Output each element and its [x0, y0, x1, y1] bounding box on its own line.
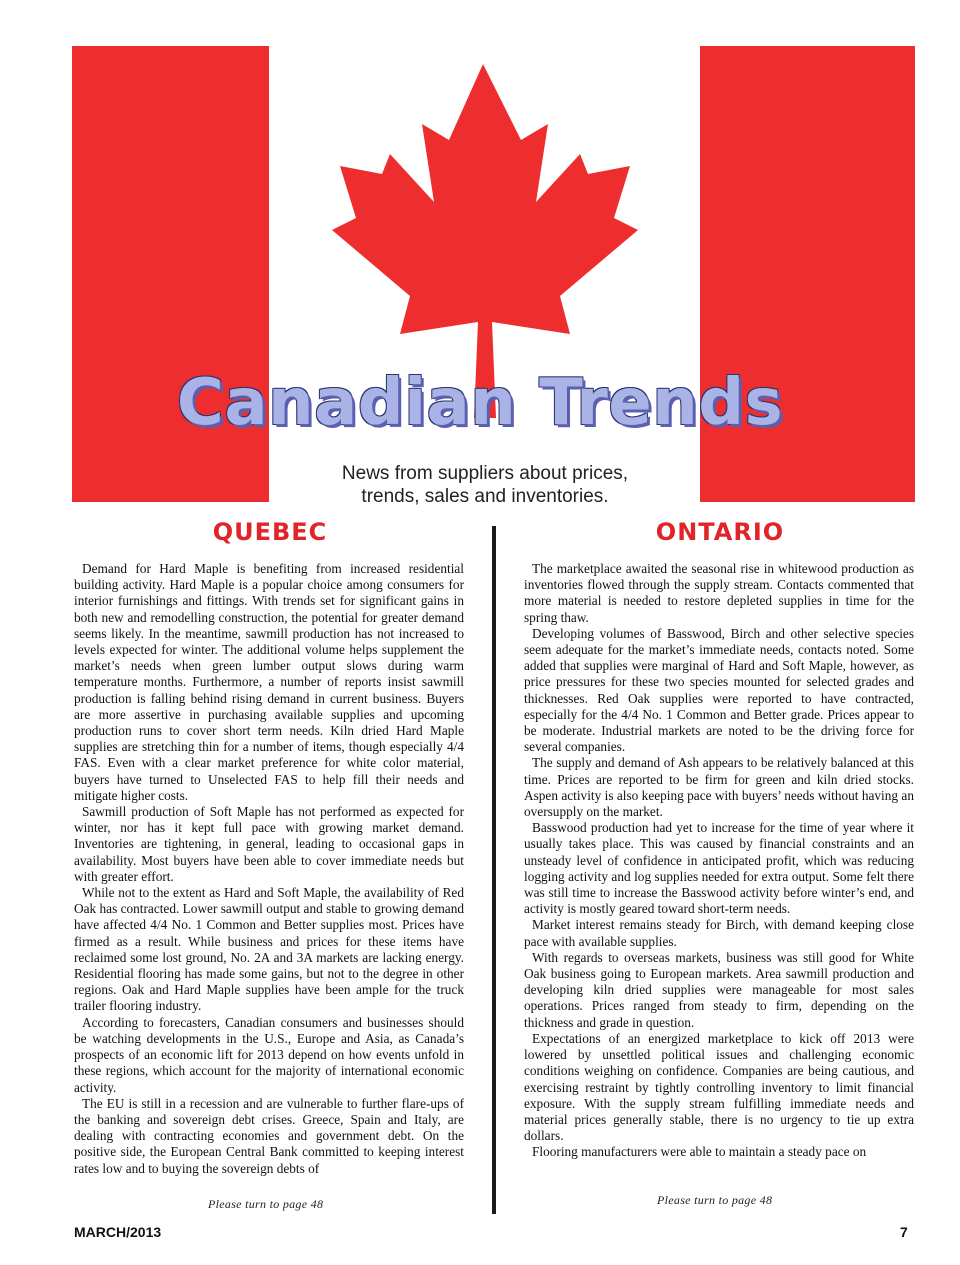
ontario-paragraph: Market interest remains steady for Birch, with demand keeping close pace with available supplies. — [524, 917, 914, 949]
issue-date: MARCH/2013 — [74, 1224, 162, 1240]
ontario-paragraph: Basswood production had yet to increase for the time of year where it usually takes place. This was caused by financial constraints and an unsteady level of confidence in anticipated profit, which was reducing logging activity and log supplies needed for extra output. Some felt there was still time to increase the Basswood activity before winter’s end, and activity is mostly geared toward short-term needs. — [524, 820, 914, 917]
page-subtitle — [290, 462, 680, 508]
ontario-paragraph: Flooring manufacturers were able to maintain a steady pace on — [532, 1144, 867, 1160]
quebec-paragraph: Sawmill production of Soft Maple has not performed as expected for winter, nor has it kept full pace with growing market demand. Inventories are tightening, in general, leading to occasional gaps in availability. Most buyers have been able to cover immediate needs but with greater effort. — [74, 804, 464, 884]
quebec-paragraph: Demand for Hard Maple is benefiting from increased residential building activity. Hard Maple is a popular choice among consumers for interior furnishings and fittings. With trends set for significant gains in both new and remodelling construction, the potential for greater demand seems likely. In the meantime, sawmill production has not increased to levels expected for winter. The additional volume helps supplement the market’s needs when green lumber output slows during warm temperature months. Furthermore, a number of reports insist sawmill production is falling behind rising demand in current business. Buyers are more assertive in purchasing available supplies and upcoming production runs to cover short term needs. Kiln dried Hard Maple supplies are stretching thin for a number of items, though especially 4/4 FAS. Even with a clear market preference for white color material, buyers have turned to Unselected FAS to help fill their needs and mitigate higher costs. — [74, 561, 464, 803]
quebec-paragraph: The EU is still in a recession and are vulnerable to further flare-ups of the banking and sovereign debt crises. Greece, Spain and Italy, are dealing with contracting economies and government debt. On the positive side, the European Central Bank committed to keeping interest rates low and to buying the sovereign debts of — [74, 1095, 464, 1176]
ontario-paragraph: The marketplace awaited the seasonal rise in whitewood production as inventories flowed through the supply stream. Contacts commented that more material is needed to restore depleted supplies in time for the spring thaw. — [524, 561, 914, 625]
ontario-paragraph: With regards to overseas markets, business was still good for White Oak business going to European markets. Area sawmill production and developing kiln dried supplies were manageable for most sales operations. Prices ranged from steady to firm, depending on the thickness and grade in question. — [524, 949, 914, 1030]
ontario-paragraph: Expectations of an energized marketplace to kick off 2013 were lowered by unsettled political issues and challenging economic conditions weighing on confidence. Companies are being cautious, and exercising restraint by tightly controlling inventory to limit financial exposure. With the supply stream fulfilling immediate needs and material prices generally stable, there is no urgency to tie up extra dollars. — [524, 1030, 914, 1144]
quebec-continued-note: Please turn to page 48 — [208, 1197, 324, 1211]
quebec-paragraph: According to forecasters, Canadian consumers and businesses should be watching developments in the U.S., Europe and Asia, as Canada’s prospects of an economic lift for 2013 depend on how events unfold in these regions, which account for the majority of international economic activity. — [74, 1014, 464, 1095]
subtitle-line-1: News from suppliers about prices, — [341, 463, 629, 484]
ontario-paragraph: The supply and demand of Ash appears to be relatively balanced at this time. Prices are reported to be firm for green and kiln dried stocks. Aspen activity is also keeping pace with buyers’ needs without having an oversupply on the market. — [524, 755, 914, 820]
quebec-column — [74, 561, 464, 1177]
subtitle-line-2: trends, sales and inventories. — [361, 486, 609, 507]
quebec-heading: QUEBEC — [212, 518, 328, 546]
page-number: 7 — [900, 1224, 908, 1240]
ontario-column — [524, 561, 914, 1177]
quebec-paragraph: While not to the extent as Hard and Soft Maple, the availability of Red Oak has contracted. Lower sawmill output and stable to growing demand have affected 4/4 No. 1 Common and Better supplies most. Prices have firmed as a result. While business and prices for these items have reclaimed some lost ground, No. 2A and 3A markets are lacking energy. Residential flooring has made some gains, but not to the degree in other regions. Oak and Hard Maple supplies have been ample for the truck trailer flooring industry. — [74, 885, 464, 1014]
ontario-paragraph: Developing volumes of Basswood, Birch and other selective species seem adequate for the market’s immediate needs, contacts noted. Some added that supplies were marginal of Hard and Soft Maple, however, as price pressures for these two species mounted for selected grades and thicknesses. Red Oak supplies were reported to have contracted, especially for the 4/4 No. 1 Common and Better grade. Prices appear to be moderate. Industrial markets are noted to be the driving force for several companies. — [524, 625, 914, 755]
ontario-continued-note: Please turn to page 48 — [657, 1193, 773, 1207]
column-divider — [492, 526, 496, 1214]
ontario-heading: ONTARIO — [655, 518, 785, 546]
page-title: Canadian Trends — [176, 366, 784, 440]
